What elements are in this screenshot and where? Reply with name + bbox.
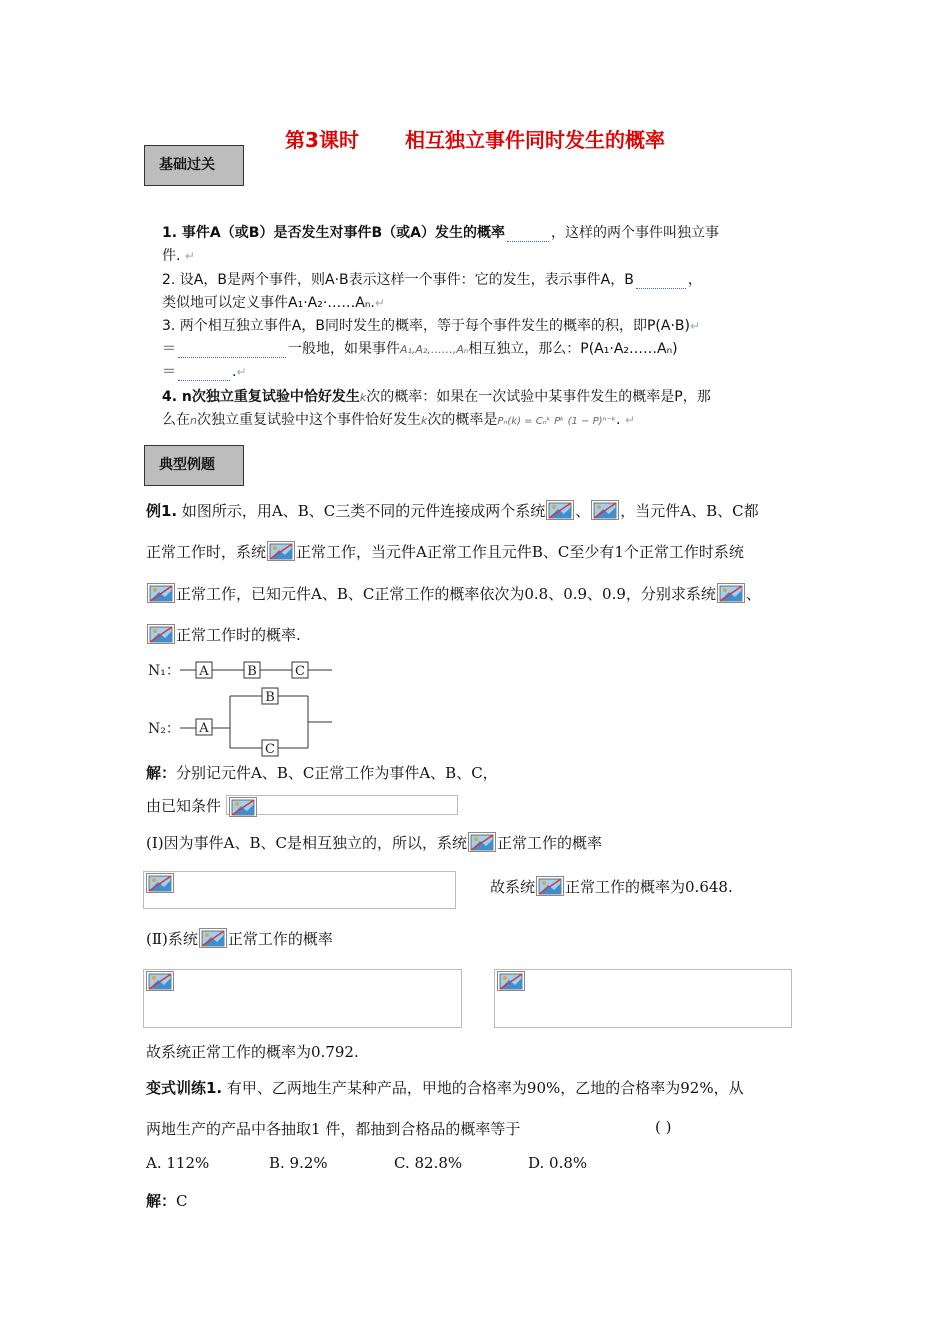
answer-parentheses: ( ) xyxy=(655,1118,672,1136)
circuit-diagram xyxy=(140,652,360,762)
variant-line-2: 两地生产的产品中各抽取1 件，都抽到合格品的概率等于 xyxy=(146,1120,521,1138)
return-mark-icon: ↵ xyxy=(184,249,195,263)
n2-probability-formula-image-2 xyxy=(494,969,792,1028)
broken-image-icon xyxy=(147,583,175,603)
svg-text:C: C xyxy=(265,742,275,757)
basics-line-2b: 类似地可以定义事件A₁·A₂·……Aₙ.↵ xyxy=(162,295,385,311)
example-line-2: 正常工作时，系统 正常工作，当元件A正常工作且元件B、C至少有1个正常工作时系统 xyxy=(146,543,744,561)
lesson-topic: 相互独立事件同时发生的概率 xyxy=(404,128,665,152)
solution-line-2: 由已知条件 xyxy=(146,797,222,815)
basics-line-4b: 么在n次独立重复试验中这个事件恰好发生k次的概率是Pₙ(k) = Cₙᵏ Pᵏ (1 − P)ⁿ⁻ᵏ. ↵ xyxy=(162,412,636,428)
basics-line-3: 3. 两个相互独立事件A，B同时发生的概率，等于每个事件发生的概率的积，即P(A·B)↵ xyxy=(162,318,701,334)
example-line-4: 正常工作时的概率. xyxy=(146,624,301,645)
svg-text:B: B xyxy=(247,664,257,679)
broken-image-icon xyxy=(717,583,745,603)
broken-image-icon xyxy=(229,797,257,817)
binomial-formula: Pₙ(k) = Cₙᵏ Pᵏ (1 − P)ⁿ⁻ᵏ xyxy=(497,416,617,427)
return-mark-icon: ↵ xyxy=(690,319,701,333)
return-mark-icon: ↵ xyxy=(374,296,385,310)
option-a: A. 112% xyxy=(146,1154,210,1172)
svg-text:A: A xyxy=(199,721,209,736)
broken-image-icon xyxy=(199,928,227,948)
broken-image-icon xyxy=(267,541,295,561)
fill-blank xyxy=(507,227,549,242)
given-conditions-image xyxy=(226,795,458,815)
solution-line-5: (Ⅱ)系统 正常工作的概率 xyxy=(146,930,333,948)
n1-label: N₁： xyxy=(148,663,180,679)
lesson-number: 第3课时 xyxy=(285,128,359,152)
return-mark-icon: ↵ xyxy=(236,365,247,379)
variant-answer: 解：C xyxy=(146,1192,188,1210)
broken-image-icon xyxy=(146,873,174,893)
n1-probability-formula-image xyxy=(143,871,456,909)
section-basics-header: 基础过关 xyxy=(144,145,244,186)
return-mark-icon: ↵ xyxy=(624,413,636,427)
broken-image-icon xyxy=(546,500,574,520)
option-c: C. 82.8% xyxy=(394,1154,463,1172)
broken-image-icon xyxy=(536,876,564,896)
svg-text:C: C xyxy=(295,664,305,679)
svg-text:B: B xyxy=(265,690,275,705)
n2-probability-formula-image xyxy=(143,969,462,1028)
solution-line-3: (Ⅰ)因为事件A、B、C是相互独立的，所以，系统 正常工作的概率 xyxy=(146,834,602,852)
option-d: D. 0.8% xyxy=(528,1154,588,1172)
broken-image-icon xyxy=(147,624,175,644)
basics-line-4: 4. n次独立重复试验中恰好发生k次的概率：如果在一次试验中某事件发生的概率是P，那 xyxy=(162,389,711,405)
fill-blank xyxy=(636,274,686,289)
example-line-3: 正常工作，已知元件A、B、C正常工作的概率依次为0.8、0.9、0.9，分别求系统 、 xyxy=(146,583,761,604)
broken-image-icon xyxy=(468,832,496,852)
variant-line-1: 变式训练1. 有甲、乙两地生产某种产品，甲地的合格率为90%，乙地的合格率为92%，从 xyxy=(146,1079,744,1097)
basics-line-2: 2. 设A，B是两个事件，则A·B表示这样一个事件：它的发生，表示事件A，B ， xyxy=(162,272,702,288)
section-examples-header: 典型例题 xyxy=(144,445,244,486)
example-line-1: 例1. 如图所示，用A、B、C三类不同的元件连接成两个系统 、 ，当元件A、B、C都 xyxy=(146,502,759,520)
broken-image-icon xyxy=(591,500,619,520)
n2-label: N₂： xyxy=(148,721,180,737)
broken-image-icon xyxy=(146,971,174,991)
svg-text:A: A xyxy=(199,664,209,679)
fill-blank xyxy=(178,366,230,381)
solution-line-4: 故系统 正常工作的概率为0.648. xyxy=(490,878,733,896)
basics-line-1b: 件. ↵ xyxy=(162,248,195,264)
basics-line-3b: ＝ 一般地，如果事件A₁,A₂,……,Aₙ相互独立，那么：P(A₁·A₂……Aₙ) xyxy=(162,341,678,357)
solution-line-6: 故系统正常工作的概率为0.792. xyxy=(146,1043,359,1061)
fill-blank xyxy=(178,343,286,358)
page-title xyxy=(0,124,950,153)
basics-line-3c: ＝ .↵ xyxy=(162,364,247,380)
broken-image-icon xyxy=(497,971,525,991)
option-b: B. 9.2% xyxy=(269,1154,328,1172)
basics-line-1: 1. 事件A（或B）是否发生对事件B（或A）发生的概率 ，这样的两个事件叫独立事 xyxy=(162,225,719,241)
solution-line-1: 解：分别记元件A、B、C正常工作为事件A、B、C， xyxy=(146,764,498,782)
